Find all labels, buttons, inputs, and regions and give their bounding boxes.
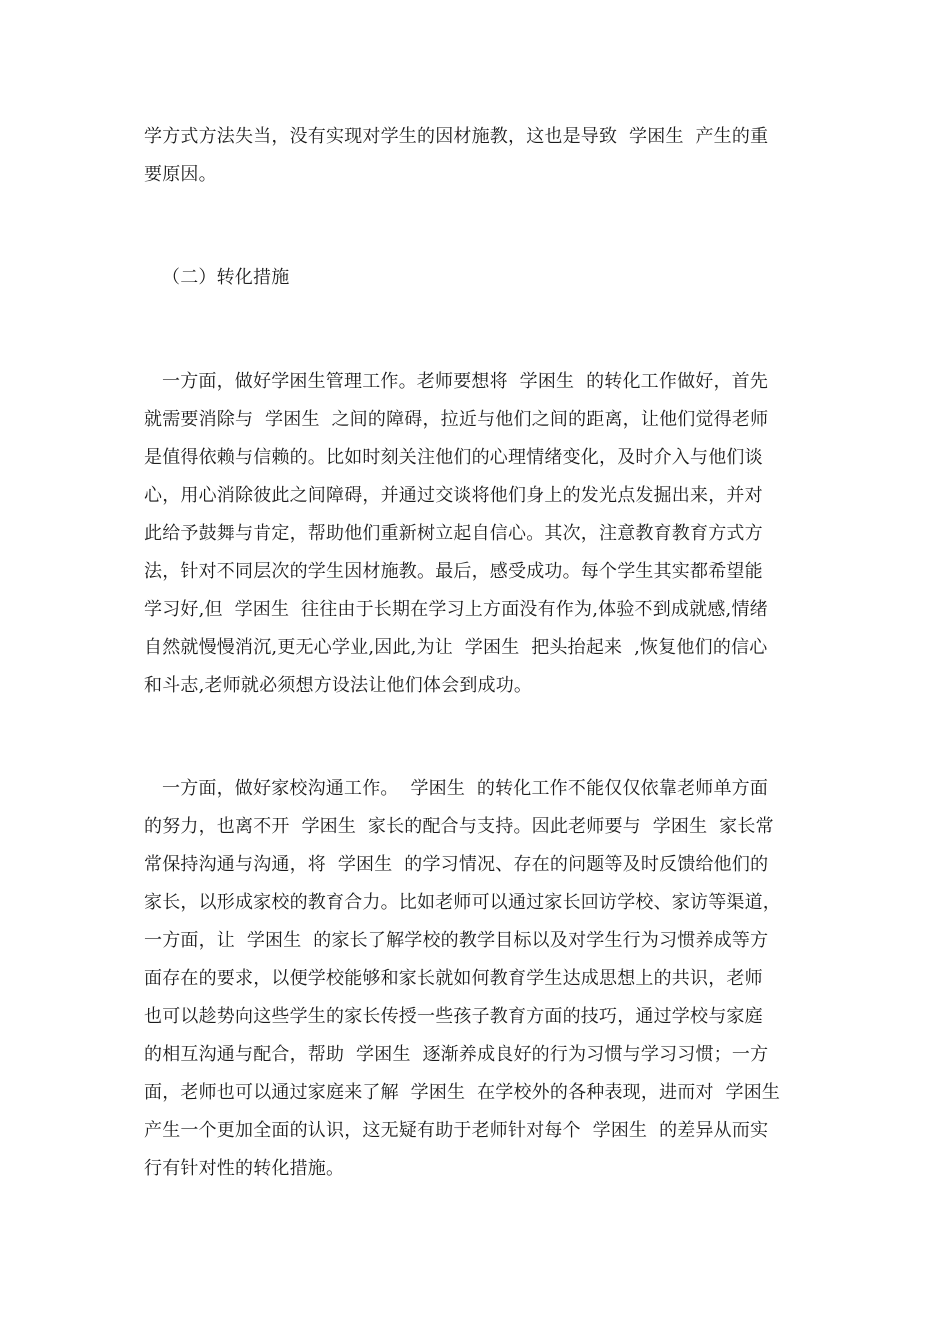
paragraph1-line-3: 是值得依赖与信赖的。比如时刻关注他们的心理情绪变化，及时介入与他们谈 bbox=[144, 447, 763, 468]
paragraph1-line-8: 自然就慢慢消沉,更无心学业,因此,为让 学困生 把头抬起来 ,恢复他们的信心 bbox=[144, 637, 768, 658]
paragraph2-line-8: 的相互沟通与配合，帮助 学困生 逐渐养成良好的行为习惯与学习习惯；一方 bbox=[144, 1044, 769, 1065]
intro-line-1: 学方式方法失当，没有实现对学生的因材施教，这也是导致 学困生 产生的重 bbox=[144, 126, 769, 147]
paragraph2-line-10: 产生一个更加全面的认识，这无疑有助于老师针对每个 学困生 的差异从而实 bbox=[144, 1120, 769, 1141]
paragraph2-line-1: 一方面，做好家校沟通工作。 学困生 的转化工作不能仅仅依靠老师单方面 bbox=[162, 778, 769, 799]
paragraph1-line-1: 一方面，做好学困生管理工作。老师要想将 学困生 的转化工作做好，首先 bbox=[162, 371, 769, 392]
paragraph1-line-4: 心，用心消除彼此之间障碍，并通过交谈将他们身上的发光点发掘出来，并对 bbox=[144, 485, 763, 506]
paragraph2-line-3: 常保持沟通与沟通，将 学困生 的学习情况、存在的问题等及时反馈给他们的 bbox=[144, 854, 769, 875]
paragraph2-line-5: 一方面，让 学困生 的家长了解学校的教学目标以及对学生行为习惯养成等方 bbox=[144, 930, 769, 951]
paragraph2-line-9: 面，老师也可以通过家庭来了解 学困生 在学校外的各种表现，进而对 学困生 bbox=[144, 1082, 781, 1103]
paragraph2-line-11: 行有针对性的转化措施。 bbox=[144, 1158, 345, 1179]
paragraph2-line-4: 家长，以形成家校的教育合力。比如老师可以通过家长回访学校、家访等渠道， bbox=[144, 892, 781, 913]
paragraph2-line-7: 也可以趁势向这些学生的家长传授一些孩子教育方面的技巧，通过学校与家庭 bbox=[144, 1006, 763, 1027]
paragraph1-line-7: 学习好,但 学困生 往往由于长期在学习上方面没有作为,体验不到成就感,情绪 bbox=[144, 599, 768, 620]
section-heading: （二）转化措施 bbox=[162, 267, 290, 288]
paragraph1-line-9: 和斗志,老师就必须想方设法让他们体会到成功。 bbox=[144, 675, 533, 696]
paragraph2-line-6: 面存在的要求，以便学校能够和家长就如何教育学生达成思想上的共识，老师 bbox=[144, 968, 763, 989]
paragraph1-line-5: 此给予鼓舞与肯定，帮助他们重新树立起自信心。其次，注意教育教育方式方 bbox=[144, 523, 763, 544]
intro-line-2: 要原因。 bbox=[144, 164, 217, 185]
paragraph1-line-2: 就需要消除与 学困生 之间的障碍，拉近与他们之间的距离，让他们觉得老师 bbox=[144, 409, 769, 430]
paragraph2-line-2: 的努力，也离不开 学困生 家长的配合与支持。因此老师要与 学困生 家长常 bbox=[144, 816, 774, 837]
paragraph1-line-6: 法，针对不同层次的学生因材施教。最后，感受成功。每个学生其实都希望能 bbox=[144, 561, 763, 582]
